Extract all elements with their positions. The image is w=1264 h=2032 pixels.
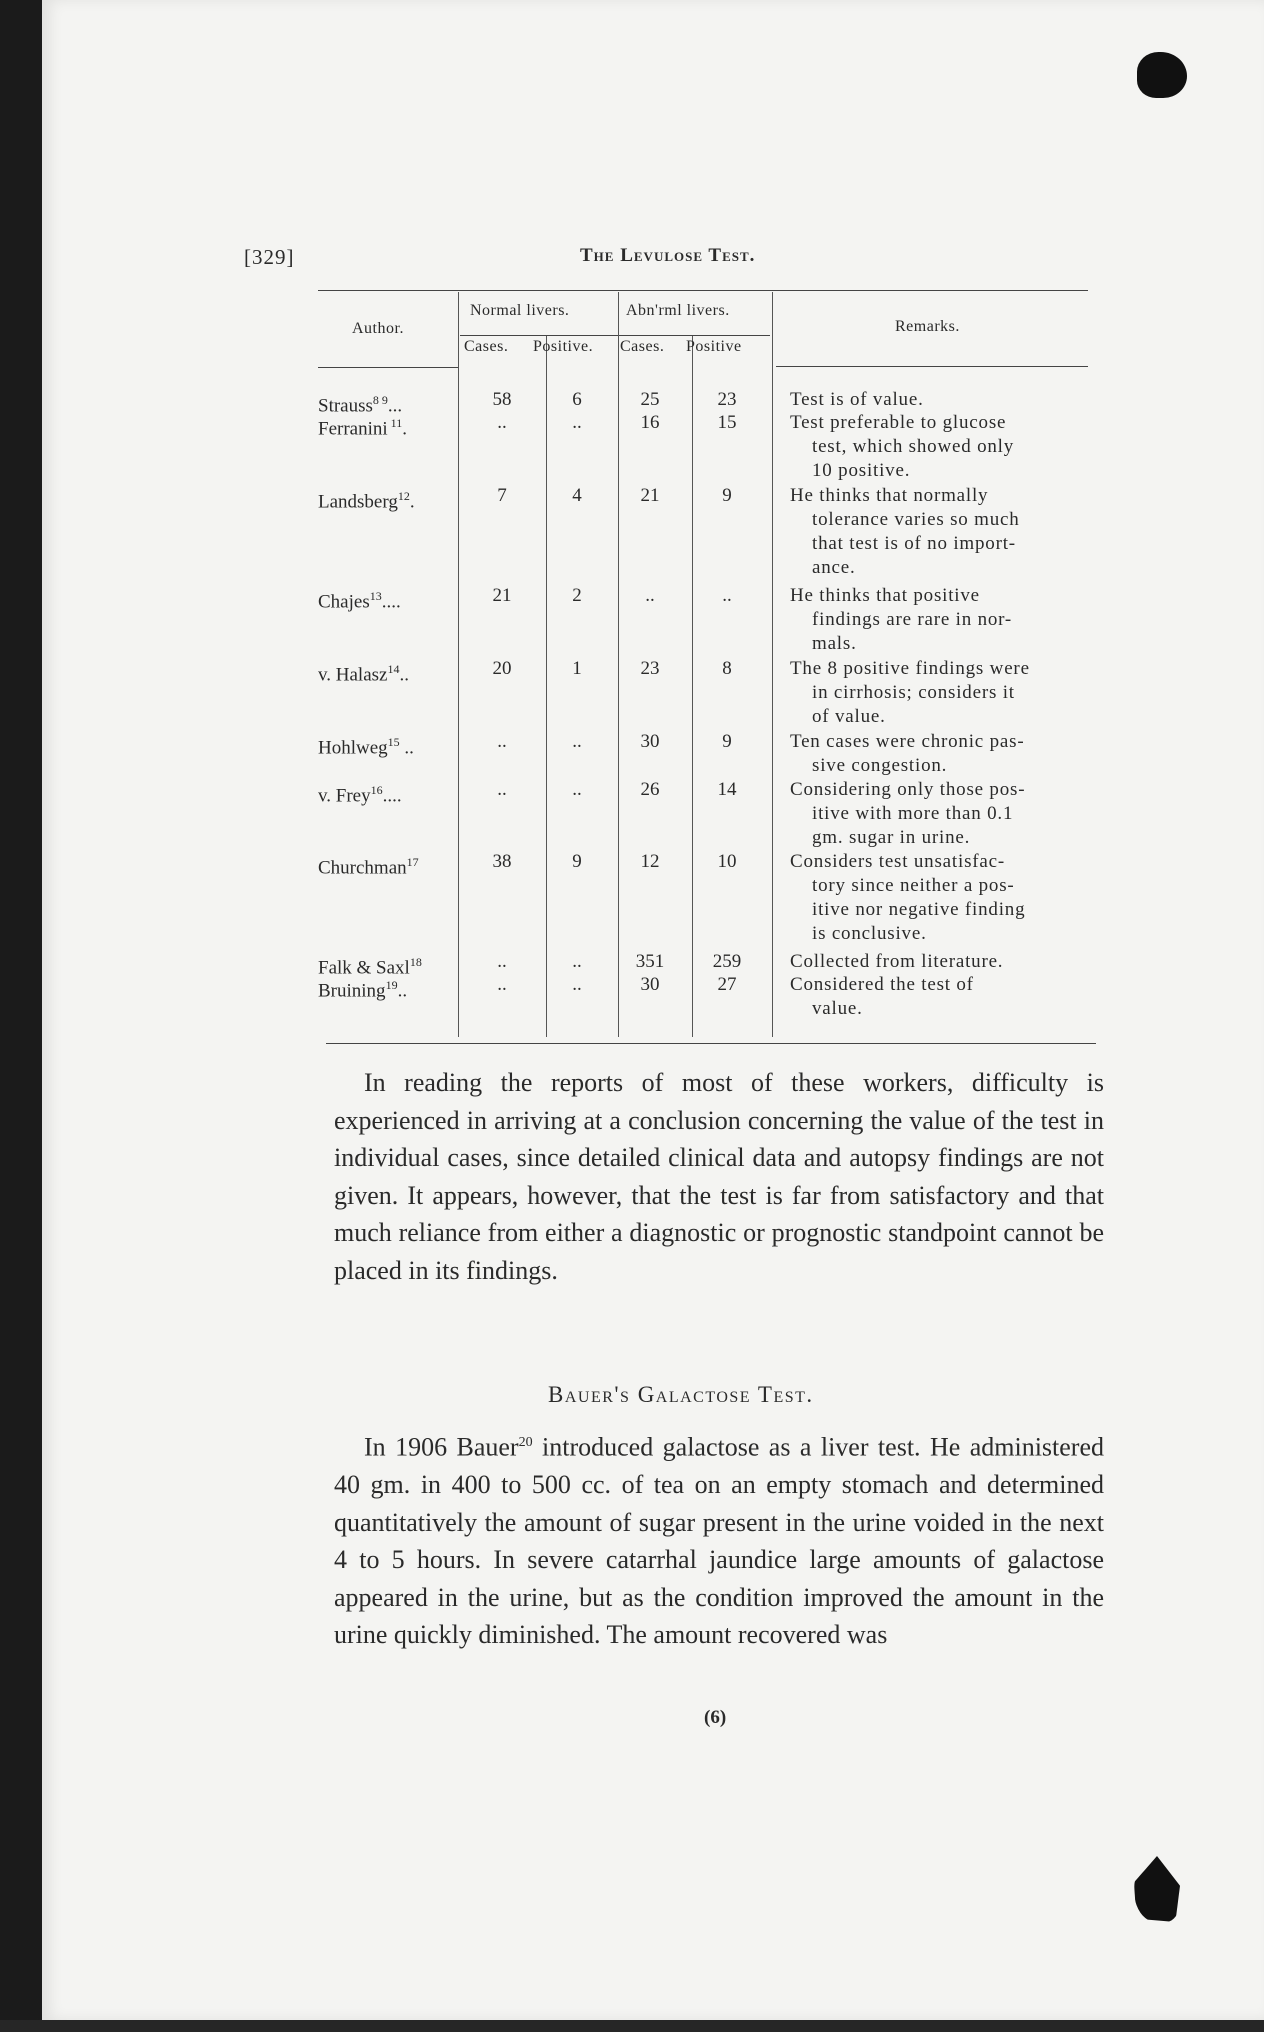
value-cell-n-pos: .. <box>572 951 582 972</box>
dot-leader: . <box>409 491 415 513</box>
value-cell-a-pos: 9 <box>722 485 732 506</box>
value-cell-a-pos: 23 <box>717 389 737 410</box>
value-cell-a-pos: .. <box>722 585 732 606</box>
remarks-line: findings are rare in nor- <box>812 609 1013 630</box>
author-name: Bruining <box>318 980 386 1002</box>
remarks-line: sive congestion. <box>812 755 948 776</box>
dot-leader: .. <box>397 980 408 1002</box>
remarks-line: 10 positive. <box>812 460 911 481</box>
remarks-cell <box>790 388 1108 412</box>
citation-ref: 17 <box>406 855 419 869</box>
value-cell-a-cases: 23 <box>640 658 660 679</box>
value-cell-n-cases: .. <box>497 731 507 752</box>
remarks-line: gm. sugar in urine. <box>812 827 971 848</box>
author-cell <box>318 850 419 880</box>
value-cell-n-pos: 2 <box>572 585 582 606</box>
value-cell-a-pos: 259 <box>712 951 742 972</box>
table-column-rule <box>546 336 547 1037</box>
value-cell-n-pos: 6 <box>572 389 582 410</box>
remarks-line: He thinks that positive <box>790 585 980 606</box>
value-cell-a-cases: 30 <box>640 974 660 995</box>
value-cell-n-pos: 9 <box>572 851 582 872</box>
value-cell-n-pos: 1 <box>572 658 582 679</box>
column-header-cases: Cases. <box>464 338 509 355</box>
author-name: Chajes <box>318 591 370 613</box>
value-cell-a-cases: 21 <box>640 485 660 506</box>
remarks-line: test, which showed only <box>812 436 1015 457</box>
scan-border <box>0 2020 1264 2032</box>
author-name: Ferranini <box>318 418 388 440</box>
value-cell-n-pos: .. <box>572 731 582 752</box>
author-name: Landsberg <box>318 491 398 513</box>
remarks-line: value. <box>812 998 863 1019</box>
author-cell <box>318 657 409 687</box>
citation-ref: 12 <box>397 489 410 503</box>
value-cell-a-pos: 9 <box>722 731 732 752</box>
dot-leader: . <box>402 418 407 440</box>
column-header-remarks: Remarks. <box>895 318 960 335</box>
remarks-cell <box>790 484 1108 580</box>
value-cell-n-cases: .. <box>497 779 507 800</box>
author-name: Hohlweg <box>318 737 388 759</box>
table-column-rule <box>458 292 459 1037</box>
ink-blot <box>1137 52 1187 98</box>
remarks-cell <box>790 850 1108 946</box>
value-cell-n-pos: 4 <box>572 485 582 506</box>
author-name: Churchman <box>318 857 407 879</box>
table-header-rule <box>776 366 1088 367</box>
author-cell <box>318 973 407 1003</box>
author-cell <box>318 778 402 808</box>
column-header-positive: Positive. <box>533 338 594 355</box>
value-cell-a-cases: 12 <box>640 851 660 872</box>
body-paragraph <box>334 1424 1104 1654</box>
paragraph-text <box>334 1424 1104 1654</box>
column-header-author: Author. <box>352 320 404 337</box>
value-cell-n-cases: 58 <box>492 389 512 410</box>
citation-ref: 11 <box>387 416 403 430</box>
author-name: v. Frey <box>318 785 371 807</box>
citation-ref: 14 <box>387 662 400 676</box>
author-cell <box>318 584 401 614</box>
value-cell-a-cases: 351 <box>635 951 665 972</box>
author-name: Falk & Saxl <box>318 957 410 979</box>
value-cell-a-cases: 16 <box>640 412 660 433</box>
dot-leader: .. <box>399 664 409 686</box>
remarks-line: Ten cases were chronic pas- <box>790 731 1025 752</box>
value-cell-a-pos: 14 <box>717 779 737 800</box>
author-cell <box>318 730 414 760</box>
citation-ref: 16 <box>370 783 383 797</box>
remarks-line: itive with more than 0.1 <box>812 803 1014 824</box>
value-cell-n-cases: 38 <box>492 851 512 872</box>
section-title: Bauer's Galactose Test. <box>548 1382 814 1407</box>
remarks-line: Test is of value. <box>790 389 924 410</box>
remarks-line: itive nor negative finding <box>812 899 1026 920</box>
value-cell-a-cases: 25 <box>640 389 660 410</box>
table-header-rule <box>318 367 458 368</box>
author-name: v. Halasz <box>318 664 388 686</box>
remarks-line: Considering only those pos- <box>790 779 1026 800</box>
remarks-cell <box>790 730 1108 778</box>
remarks-line: tolerance varies so much <box>812 509 1020 530</box>
running-title: The Levulose Test. <box>580 245 756 266</box>
table-column-rule <box>772 292 773 1037</box>
value-cell-n-pos: .. <box>572 779 582 800</box>
remarks-line: The 8 positive findings were <box>790 658 1030 679</box>
value-cell-n-pos: .. <box>572 412 582 433</box>
citation-ref: 18 <box>409 955 422 969</box>
value-cell-n-cases: .. <box>497 412 507 433</box>
value-cell-a-cases: .. <box>645 585 655 606</box>
citation-ref: 20 <box>518 1435 533 1450</box>
value-cell-a-pos: 10 <box>717 851 737 872</box>
value-cell-n-cases: .. <box>497 974 507 995</box>
dot-leader: ... <box>387 395 403 417</box>
remarks-line: ance. <box>812 557 856 578</box>
remarks-cell <box>790 657 1108 729</box>
column-header-positive: Positive <box>686 338 742 355</box>
paragraph-text: In reading the reports of most of these workers, difficulty is experienced in arriving at a conclusion concerning the value of the test in individual cases, since detailed clinical data and autopsy findings are not given. It appears, however, that the test is far from satisfactory and that much reliance from either a diagnostic or prognostic standpoint cannot be placed in its findings. <box>334 1068 1104 1285</box>
remarks-line: Considered the test of <box>790 974 974 995</box>
remarks-line: Test preferable to glucose <box>790 412 1007 433</box>
citation-ref: 8 9 <box>372 393 388 407</box>
remarks-line: is conclusive. <box>812 923 927 944</box>
remarks-line: Collected from literature. <box>790 951 1004 972</box>
value-cell-n-cases: 7 <box>497 485 507 506</box>
value-cell-n-cases: .. <box>497 951 507 972</box>
body-paragraph <box>334 1064 1104 1289</box>
column-group-abnormal: Abn'rml livers. <box>626 302 730 319</box>
paragraph-text-rest: introduced galactose as a liver test. He administered 40 gm. in 400 to 500 cc. of tea on an empty stomach and determined quantitatively the amount of sugar present in the urine voided in the next 4 to 5 hours. In severe catarrhal jaundice large amounts of galactose appeared in the urine, but as the condition improved the amount in the urine quickly diminished. The amount recovered was <box>334 1432 1105 1650</box>
value-cell-n-cases: 21 <box>492 585 512 606</box>
dot-leader: .... <box>382 785 402 807</box>
author-name: Strauss <box>318 395 373 417</box>
remarks-line: Considers test unsatisfac- <box>790 851 1005 872</box>
remarks-cell <box>790 778 1108 850</box>
value-cell-a-cases: 26 <box>640 779 660 800</box>
table-top-rule <box>318 290 1088 291</box>
table-bottom-rule <box>326 1043 1096 1044</box>
dot-leader: .. <box>399 737 414 759</box>
page-number: (6) <box>704 1707 727 1728</box>
author-cell <box>318 484 415 514</box>
citation-ref: 13 <box>369 589 382 603</box>
remarks-cell <box>790 584 1108 656</box>
value-cell-a-cases: 30 <box>640 731 660 752</box>
dot-leader: .... <box>381 591 401 613</box>
remarks-line: of value. <box>812 706 886 727</box>
remarks-line: mals. <box>812 633 857 654</box>
remarks-line: He thinks that normally <box>790 485 989 506</box>
remarks-line: in cirrhosis; considers it <box>812 682 1015 703</box>
column-header-cases: Cases. <box>620 338 665 355</box>
value-cell-a-pos: 8 <box>722 658 732 679</box>
citation-ref: 15 <box>387 735 400 749</box>
remarks-line: that test is of no import- <box>812 533 1016 554</box>
value-cell-a-pos: 27 <box>717 974 737 995</box>
value-cell-a-pos: 15 <box>717 412 737 433</box>
table-column-rule <box>692 336 693 1037</box>
remarks-cell <box>790 411 1108 483</box>
citation-ref: 19 <box>385 978 398 992</box>
remarks-cell <box>790 950 1108 974</box>
column-group-normal: Normal livers. <box>470 302 570 319</box>
table-group-rule <box>460 335 770 336</box>
table-column-rule <box>618 292 619 1037</box>
value-cell-n-pos: .. <box>572 974 582 995</box>
value-cell-n-cases: 20 <box>492 658 512 679</box>
remarks-cell <box>790 973 1108 1021</box>
author-cell <box>318 411 407 441</box>
paragraph-text-start: In 1906 Bauer <box>364 1432 519 1462</box>
page-reference: [329] <box>244 245 295 269</box>
remarks-line: tory since neither a pos- <box>812 875 1015 896</box>
